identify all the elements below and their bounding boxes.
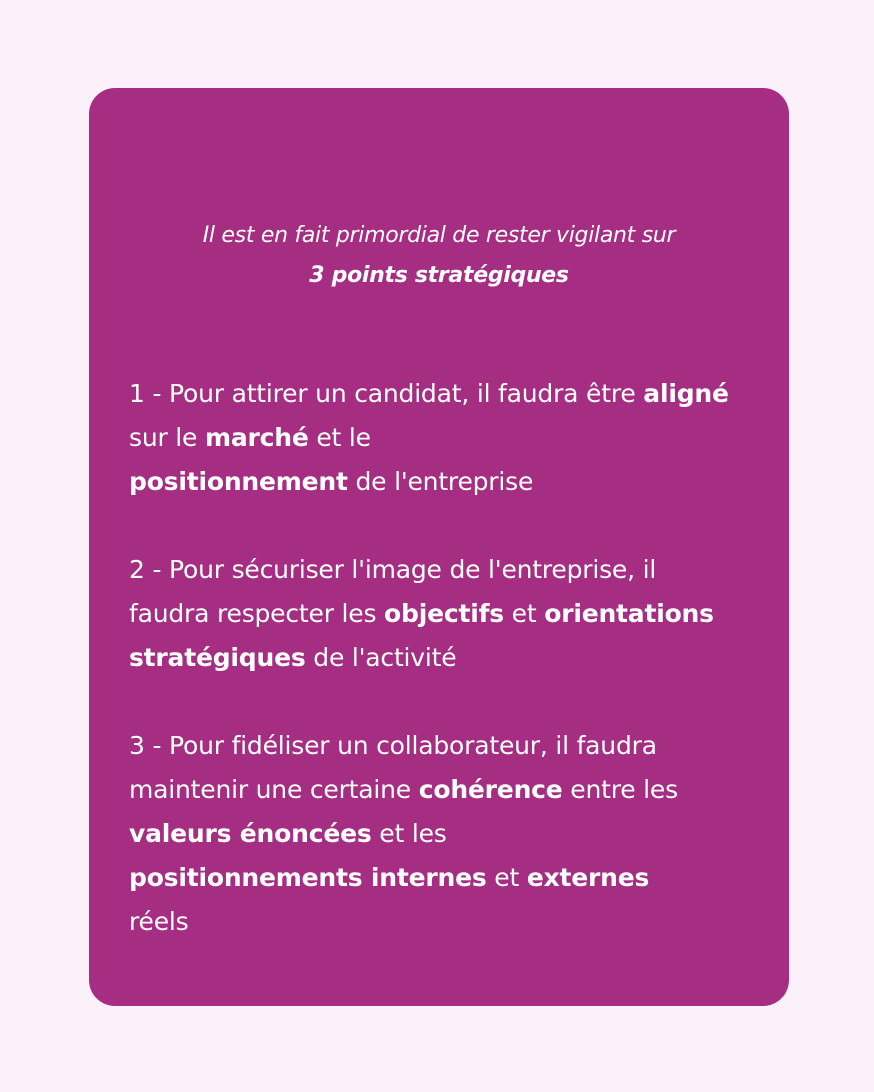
point-bold: orientations stratégiques [129,599,714,672]
point-bold: marché [204,423,309,452]
point-text: et le [308,423,371,452]
intro-line: Il est en fait primordial de rester vigilant sur [202,223,676,248]
point-text: et les [371,819,447,848]
point-1 [129,372,729,504]
point-text: 1 - Pour attirer un candidat, il faudra être [129,379,644,408]
point-3 [129,724,749,944]
point-text: sur le [129,423,205,452]
point-text: réels [129,907,189,936]
point-bold: valeurs énoncées [129,819,372,848]
point-bold: cohérence [418,775,563,804]
point-2 [129,548,719,680]
point-text: entre les [562,775,678,804]
point-bold: aligné [643,379,729,408]
info-card [89,88,789,1006]
point-text: de l'entreprise [347,467,534,496]
point-bold: objectifs [384,599,504,628]
point-text: 2 - Pour sécuriser l'image de l'entreprise, il faudra respecter les [129,555,657,628]
point-bold: positionnements internes [129,863,487,892]
intro-highlight: 3 points stratégiques [309,263,569,288]
point-bold: externes [526,863,650,892]
points-list [129,372,769,988]
intro-text [89,216,789,296]
point-text: et [486,863,527,892]
point-text: de l'activité [305,643,457,672]
point-text: et [503,599,545,628]
point-text: 3 - Pour fidéliser un collaborateur, il faudra maintenir une certaine [129,731,657,804]
point-bold: positionnement [129,467,348,496]
